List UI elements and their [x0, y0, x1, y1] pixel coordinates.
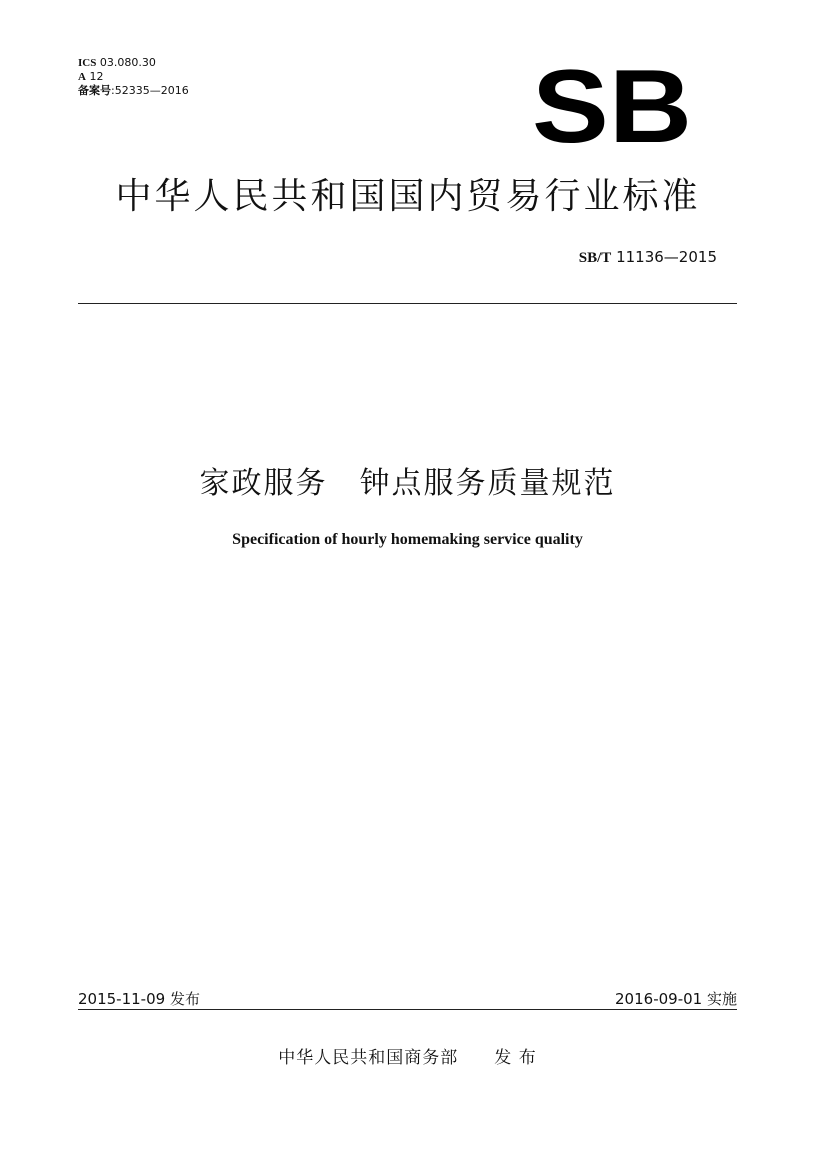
issue-date: [78, 988, 200, 1009]
sb-logo-text: SB: [532, 62, 692, 144]
filing-row: [78, 84, 189, 98]
category-letter: A: [78, 71, 86, 83]
filing-value: :52335—2016: [111, 84, 189, 97]
issue-date-label: 发布: [169, 990, 200, 1008]
standard-code-number: 11136—2015: [616, 248, 717, 266]
header-divider: [78, 303, 737, 304]
document-title-en: Specification of hourly homemaking service quality: [232, 531, 583, 548]
document-title-zh: 家政服务 钟点服务质量规范: [199, 466, 616, 501]
implement-date: [615, 988, 737, 1009]
issuer-name: 中华人民共和国商务部: [278, 1048, 459, 1068]
filing-label: 备案号: [78, 85, 111, 97]
ics-value: 03.080.30: [99, 56, 156, 69]
ics-row: [78, 56, 189, 70]
issue-date-value: 2015-11-09: [78, 990, 166, 1008]
implement-date-label: 实施: [706, 990, 737, 1008]
classification-block: [78, 56, 189, 98]
issuer-line: [0, 1043, 815, 1068]
footer-divider: [78, 1009, 737, 1010]
category-value: 12: [89, 70, 104, 83]
standard-code-prefix: SB/T: [578, 250, 612, 266]
implement-date-value: 2016-09-01: [615, 990, 703, 1008]
issuer-action: 发 布: [494, 1048, 537, 1068]
category-row: [78, 70, 189, 84]
ics-label: ICS: [78, 57, 97, 69]
standard-code: [579, 248, 717, 267]
agency-title: 中华人民共和国国内贸易行业标准: [115, 176, 701, 217]
sb-logo: [530, 62, 695, 144]
